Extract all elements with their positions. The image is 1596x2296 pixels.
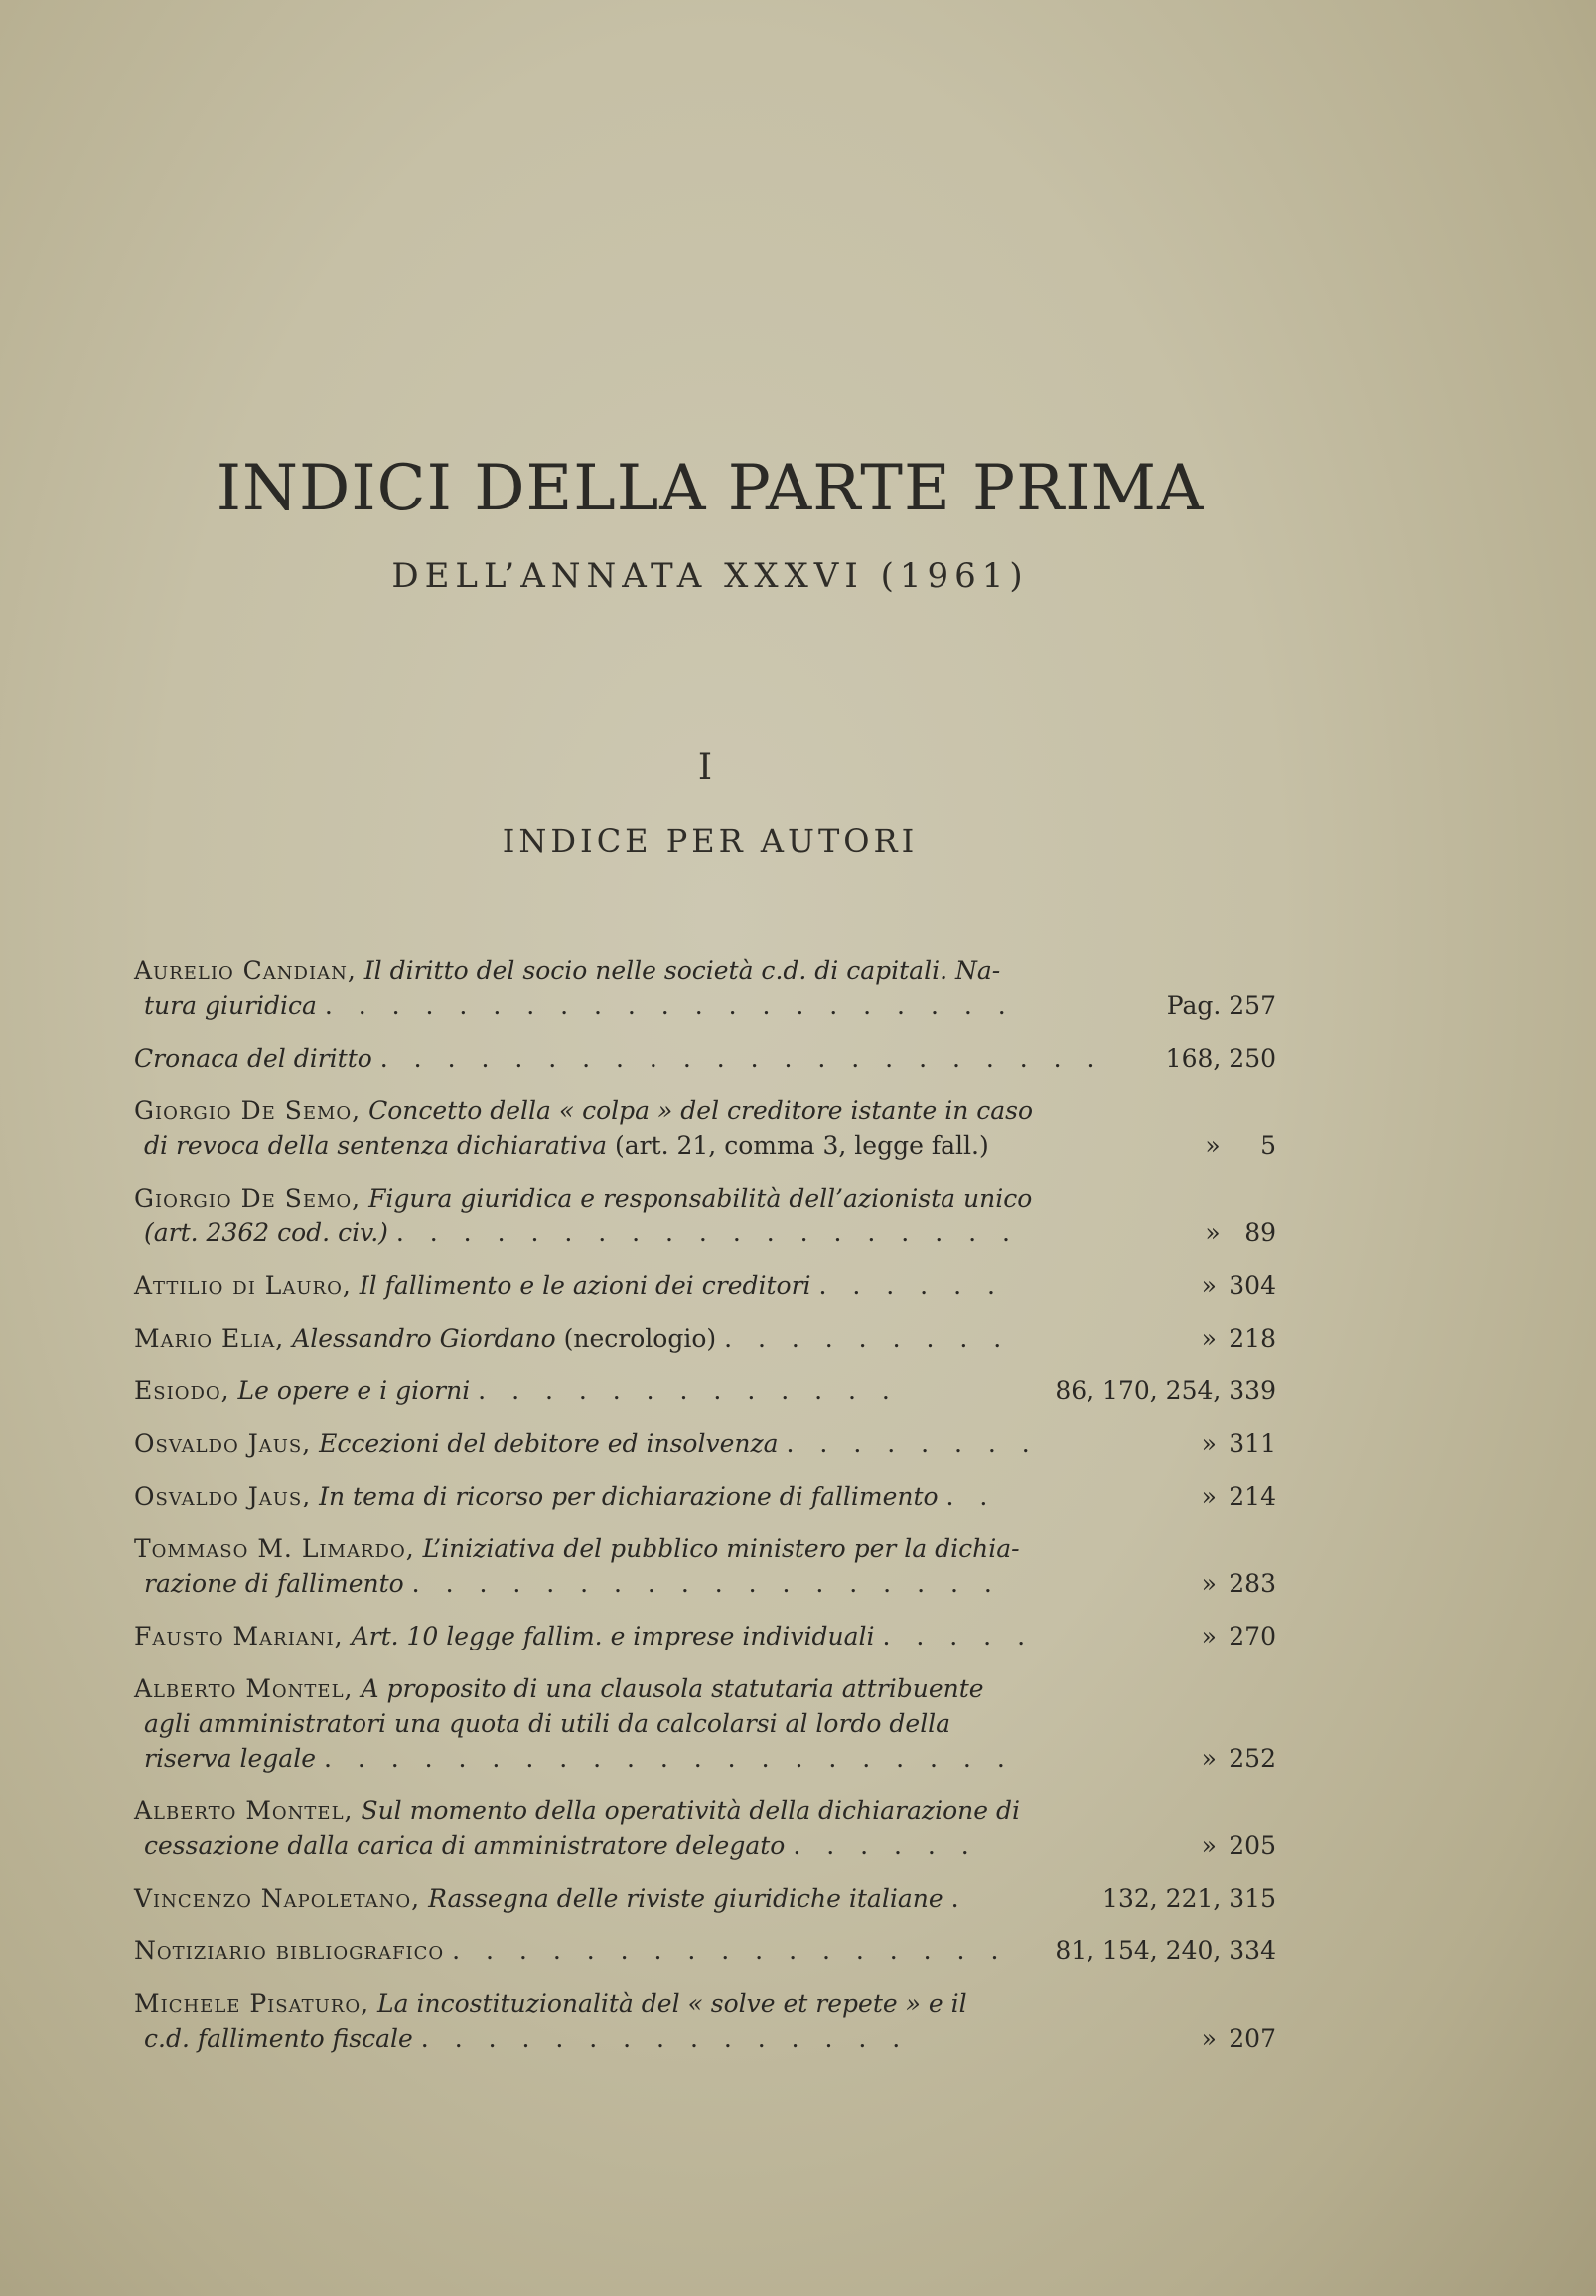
index-entry: Fausto Mariani, Art. 10 legge fallim. e imprese individuali . . . . . » 270 — [134, 1619, 1276, 1653]
index-entry: Mario Elia, Alessandro Giordano (necrologio) . . . . . . . . . » 218 — [134, 1321, 1276, 1356]
entry-author: Alberto Montel, — [134, 1674, 354, 1703]
page-numbers: 89 — [1244, 1219, 1276, 1247]
page-subtitle: DELL’ANNATA XXXVI (1961) — [391, 556, 1029, 596]
entry-title: Art. 10 legge fallim. e imprese individuali — [351, 1622, 875, 1650]
entry-page-ref — [1102, 1881, 1276, 1916]
entry-page-ref — [1193, 1216, 1276, 1250]
entry-page-ref — [1055, 1934, 1276, 1968]
entry-title: Eccezioni del debitore ed insolvenza — [319, 1429, 779, 1458]
entry-title-continued: riserva legale — [144, 1744, 316, 1773]
entry-title-continued: razione di fallimento — [144, 1569, 404, 1598]
index-entry — [134, 1093, 1276, 1163]
entry-title: Il fallimento e le azioni dei creditori — [359, 1271, 811, 1300]
entry-title: La incostituzionalità del « solve et repete » e il — [377, 1989, 967, 2018]
index-entry: Osvaldo Jaus, Eccezioni del debitore ed insolvenza . . . . . . . . » 311 — [134, 1426, 1276, 1461]
entry-title: Concetto della « colpa » del creditore istante in caso — [368, 1096, 1034, 1125]
entry-page-ref — [1189, 1566, 1276, 1601]
page-numbers: 207 — [1229, 2024, 1276, 2053]
entry-author: Giorgio De Semo, — [134, 1184, 362, 1213]
index-entry: Alberto Montel, A proposito di una clausola statutaria attribuente agli amministratori una quota di utili da calcolarsi al lordo della riserva legale . . . . . . . . . . . . . . . . . . . . . » 252 — [134, 1671, 1276, 1776]
page-marker: » — [1201, 1569, 1217, 1598]
entry-title: Figura giuridica e responsabilità dell’azionista unico — [368, 1184, 1033, 1213]
page-numbers: 252 — [1229, 1744, 1276, 1773]
page-numbers: 81, 154, 240, 334 — [1055, 1937, 1276, 1965]
page-numbers: 205 — [1229, 1831, 1276, 1860]
entry-note: (necrologio) — [563, 1324, 717, 1353]
page-marker: » — [1201, 1429, 1217, 1458]
page-marker: » — [1201, 1324, 1217, 1353]
entry-author: Tommaso M. Limardo, — [134, 1534, 415, 1563]
page-marker: » — [1201, 1271, 1217, 1300]
entry-author: Giorgio De Semo, — [134, 1096, 362, 1125]
entry-page-ref — [1193, 1128, 1276, 1163]
entry-author: Alberto Montel, — [134, 1796, 354, 1825]
entry-title: A proposito di una clausola statutaria attribuente — [361, 1674, 984, 1703]
index-entry: Attilio di Lauro, Il fallimento e le azioni dei creditori . . . . . . » 304 — [134, 1268, 1276, 1303]
entry-page-ref — [1166, 1041, 1276, 1076]
entry-note: (art. 21, comma 3, legge fall.) — [614, 1131, 989, 1160]
page-marker: » — [1205, 1131, 1221, 1160]
entry-author: Notiziario bibliografico — [134, 1937, 445, 1965]
page-marker: » — [1205, 1219, 1221, 1247]
entry-title-continued: tura giuridica — [144, 991, 317, 1020]
entry-title: Rassegna delle riviste giuridiche italiane — [428, 1884, 943, 1913]
page-marker: » — [1201, 2024, 1217, 2053]
page-numbers: 132, 221, 315 — [1102, 1884, 1276, 1913]
page-numbers: 218 — [1229, 1324, 1276, 1353]
entry-page-ref — [1167, 988, 1276, 1023]
entry-title: In tema di ricorso per dichiarazione di fallimento — [319, 1482, 939, 1510]
page-numbers: 257 — [1229, 991, 1276, 1020]
page-numbers: 214 — [1229, 1482, 1276, 1510]
index-entry: Michele Pisaturo, La incostituzionalità del « solve et repete » e il c.d. fallimento fiscale . . . . . . . . . . . . . . . » 207 — [134, 1986, 1276, 2056]
index-entry: Alberto Montel, Sul momento della operatività della dichiarazione di cessazione dalla carica di amministratore delegato . . . . . . » 205 — [134, 1794, 1276, 1863]
page-numbers: 168, 250 — [1165, 1044, 1276, 1073]
entry-title: Le opere e i giorni — [237, 1376, 471, 1405]
entry-author: Attilio di Lauro, — [134, 1271, 352, 1300]
entry-title: Il diritto del socio nelle società c.d. di capitali. Na- — [363, 956, 1001, 985]
entry-title-continued: agli amministratori una quota di utili da calcolarsi al lordo della — [144, 1709, 951, 1738]
entry-author: Osvaldo Jaus, — [134, 1429, 312, 1458]
section-title: INDICE PER AUTORI — [502, 822, 919, 860]
entry-author: Mario Elia, — [134, 1324, 285, 1353]
entry-page-ref — [1189, 1321, 1276, 1356]
entry-title-continued: di revoca della sentenza dichiarativa — [144, 1131, 607, 1160]
page-numbers: 304 — [1229, 1271, 1276, 1300]
index-entry: Aurelio Candian, Il diritto del socio nelle società c.d. di capitali. Na- tura giuridica . . . . . . . . . . . . . . . . . . . . . Pag. 257 — [134, 953, 1276, 1023]
entry-author: Esiodo, — [134, 1376, 230, 1405]
page-numbers: 283 — [1229, 1569, 1276, 1598]
index-entry: Tommaso M. Limardo, L’iniziativa del pubblico ministero per la dichia- razione di fallimento . . . . . . . . . . . . . . . . . . » 283 — [134, 1531, 1276, 1601]
index-entry: Esiodo, Le opere e i giorni . . . . . . . . . . . . . 86, 170, 254, 339 — [134, 1373, 1276, 1408]
entry-title-continued: (art. 2362 cod. civ.) — [144, 1219, 388, 1247]
entry-author: Aurelio Candian, — [134, 956, 357, 985]
page-marker: » — [1201, 1482, 1217, 1510]
page-marker: » — [1201, 1744, 1217, 1773]
page-marker: » — [1201, 1831, 1217, 1860]
entry-title-continued: c.d. fallimento fiscale — [144, 2024, 413, 2053]
entry-author: Vincenzo Napoletano, — [134, 1884, 421, 1913]
index-entry: Osvaldo Jaus, In tema di ricorso per dichiarazione di fallimento . . » 214 — [134, 1479, 1276, 1513]
entry-title: Sul momento della operatività della dichiarazione di — [361, 1796, 1020, 1825]
page-marker: Pag. — [1166, 991, 1222, 1020]
entry-page-ref — [1189, 1828, 1276, 1863]
entry-title: Cronaca del diritto — [134, 1044, 372, 1073]
entry-title-continued: cessazione dalla carica di amministratore delegato — [144, 1831, 786, 1860]
section-number: I — [697, 747, 713, 788]
index-entry: Cronaca del diritto . . . . . . . . . . . . . . . . . . . . . . 168, 250 — [134, 1041, 1276, 1076]
entry-page-ref — [1189, 1741, 1276, 1776]
entry-page-ref — [1055, 1373, 1276, 1408]
page-numbers: 86, 170, 254, 339 — [1055, 1376, 1276, 1405]
entry-author: Michele Pisaturo, — [134, 1989, 370, 2018]
entry-title: L’iniziativa del pubblico ministero per la dichia- — [422, 1534, 1020, 1563]
entry-title: Alessandro Giordano — [292, 1324, 556, 1353]
author-index-list — [134, 953, 1276, 2074]
entry-author: Fausto Mariani, — [134, 1622, 344, 1650]
page-marker: » — [1201, 1622, 1217, 1650]
entry-author: Osvaldo Jaus, — [134, 1482, 312, 1510]
page-numbers: 5 — [1260, 1131, 1276, 1160]
entry-page-ref — [1189, 2021, 1276, 2056]
entry-page-ref — [1189, 1479, 1276, 1513]
page-numbers: 311 — [1229, 1429, 1276, 1458]
index-entry: Vincenzo Napoletano, Rassegna delle riviste giuridiche italiane . 132, 221, 315 — [134, 1881, 1276, 1916]
index-entry: Giorgio De Semo, Figura giuridica e responsabilità dell’azionista unico (art. 2362 cod. civ.) . . . . . . . . . . . . . . . . . . . » 89 — [134, 1181, 1276, 1250]
entry-page-ref — [1189, 1619, 1276, 1653]
entry-page-ref — [1189, 1426, 1276, 1461]
page-title: INDICI DELLA PARTE PRIMA — [216, 452, 1205, 525]
entry-page-ref — [1189, 1268, 1276, 1303]
index-entry: Notiziario bibliografico . . . . . . . . . . . . . . . . . 81, 154, 240, 334 — [134, 1934, 1276, 1968]
page-numbers: 270 — [1229, 1622, 1276, 1650]
